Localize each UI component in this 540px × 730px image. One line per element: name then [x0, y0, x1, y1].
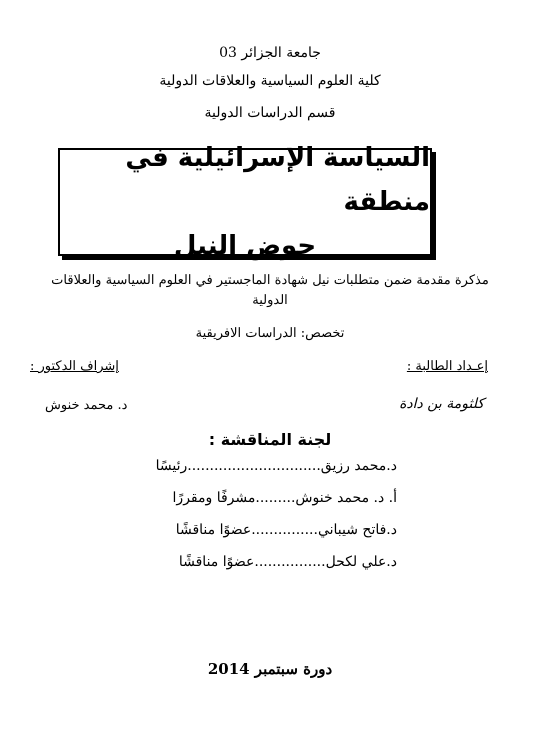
thesis-title-line-2: حوض النيل — [173, 231, 317, 261]
thesis-title-line-1: السياسة الإسرائيلية في منطقة — [125, 143, 430, 217]
faculty-name: كلية العلوم السياسية والعلاقات الدولية — [159, 73, 381, 89]
committee-member-examiner-1: د.فاتح شيباني...............عضوًا مناقشًا — [175, 522, 397, 538]
university-name: جامعة الجزائر 03 — [219, 45, 321, 61]
committee-title: لجنة المناقشة : — [208, 430, 332, 449]
supervisor-label: إشراف الدكتور : — [30, 359, 119, 374]
committee-member-president: د.محمد رزيق..............................رئيسًا — [155, 458, 397, 474]
prepared-by-label: إعـداد الطالبة : — [406, 359, 488, 374]
thesis-title-box — [58, 143, 432, 261]
student-name: كلثومة بن دادة — [399, 396, 484, 412]
committee-member-examiner-2: د.علي لكحل................عضوًا مناقشًا — [178, 554, 397, 570]
committee-list — [147, 458, 397, 586]
department-name: قسم الدراسات الدولية — [204, 105, 336, 121]
supervisor-name: د. محمد خنوش — [45, 398, 128, 413]
memo-description: مذكرة مقدمة ضمن متطلبات نيل شهادة الماجستير في العلوم السياسية والعلاقات الدولية — [51, 273, 489, 308]
specialty-line: تخصص: الدراسات الافريقية — [195, 326, 345, 341]
session-date: دورة سبتمبر 2014 — [207, 660, 333, 678]
committee-member-supervisor: أ. د. محمد خنوش.........مشرفًا ومقررًا — [172, 490, 397, 506]
